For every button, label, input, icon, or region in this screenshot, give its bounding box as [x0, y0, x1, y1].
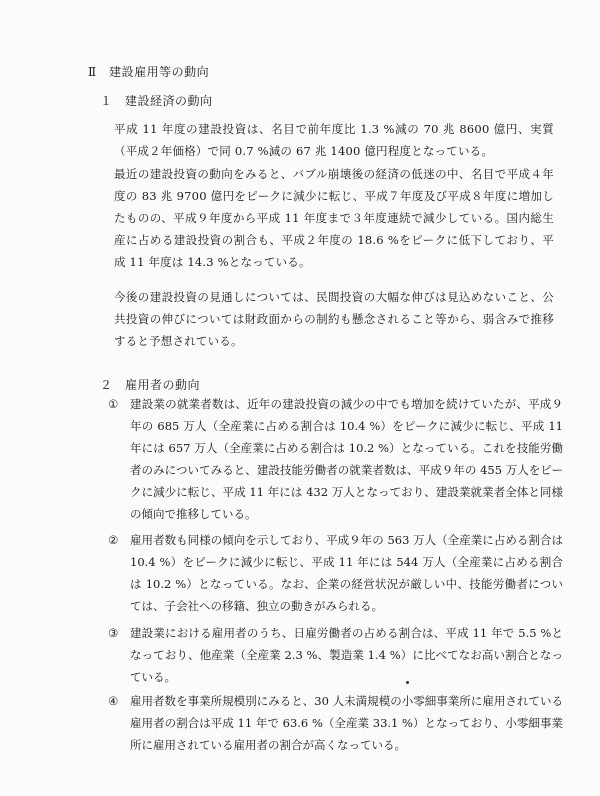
- subsection-heading-construction-economy: １ 建設経済の動向: [100, 94, 213, 108]
- list-item-text: 建設業における雇用者のうち、日雇労働者の占める割合は、平成 11 年で 5.5 %となっており、他産業（全産業 2.3 %、製造業 1.4 %）に比べてなお高い割合となっている。: [130, 626, 563, 684]
- paragraph-investment-outlook: 今後の建設投資の見通しについては、民間投資の大幅な伸びは見込めないこと、公共投資の伸びについては財政面からの制約も懸念されること等から、弱含みで推移すると予想されている。: [114, 290, 554, 348]
- list-marker: ①: [108, 397, 119, 411]
- list-item: [108, 393, 563, 525]
- list-item: [108, 690, 563, 756]
- list-item: [108, 529, 563, 617]
- subsection-heading-employee-trend: ２ 雇用者の動向: [100, 378, 201, 392]
- list-marker: ③: [108, 626, 119, 640]
- paragraph-investment-trend: 最近の建設投資の動向をみると、バブル崩壊後の経済の低迷の中、名目で平成４年度の 83 兆 9700 億円をピークに減少に転じ、平成７年度及び平成８年度に増加したものの、平成９年度から平成 11 年度まで３年度連続で減少している。国内総生産に占める建設投資の割合も、平成２年度の 18.6 %をピークに低下しており、平成 11 年度は 14.3 %となっている。: [114, 167, 554, 269]
- list-item-text: 雇用者数を事業所規模別にみると、30 人未満規模の小零細事業所に雇用されている雇用者の割合は平成 11 年で 63.6 %（全産業 33.1 %）となっており、小零細事業所に雇用されている雇用者の割合が高くなっている。: [130, 694, 563, 752]
- list-marker: ②: [108, 533, 119, 547]
- list-item-text: 雇用者数も同様の傾向を示しており、平成９年の 563 万人（全産業に占める割合は 10.4 %）をピークに減少に転じ、平成 11 年には 544 万人（全産業に占める割合は 10.2 %）となっている。なお、企業の経営状況が厳しい中、技能労働者については、子会社への移籍、独立の動きがみられる。: [130, 533, 563, 613]
- section-heading: Ⅱ 建設雇用等の動向: [88, 65, 210, 79]
- list-item-text: 建設業の就業者数は、近年の建設投資の減少の中でも増加を続けていたが、平成９年の 685 万人（全産業に占める割合は 10.4 %）をピークに減少に転じ、平成 11 年には 657 万人（全産業に占める割合は 10.2 %）となっている。これを技能労働者のみについてみると、建設技能労働者の就業者数は、平成９年の 455 万人をピークに減少に転じ、平成 11 年には 432 万人となっており、建設業就業者全体と同様の傾向で推移している。: [130, 397, 563, 521]
- list-marker: ④: [108, 694, 119, 708]
- list-item: [108, 622, 563, 688]
- paragraph-construction-investment: 平成 11 年度の建設投資は、名目で前年度比 1.3 %減の 70 兆 8600 億円、実質（平成２年価格）で同 0.7 %減の 67 兆 1400 億円程度となっている。: [114, 122, 554, 158]
- scan-speck: [406, 681, 409, 684]
